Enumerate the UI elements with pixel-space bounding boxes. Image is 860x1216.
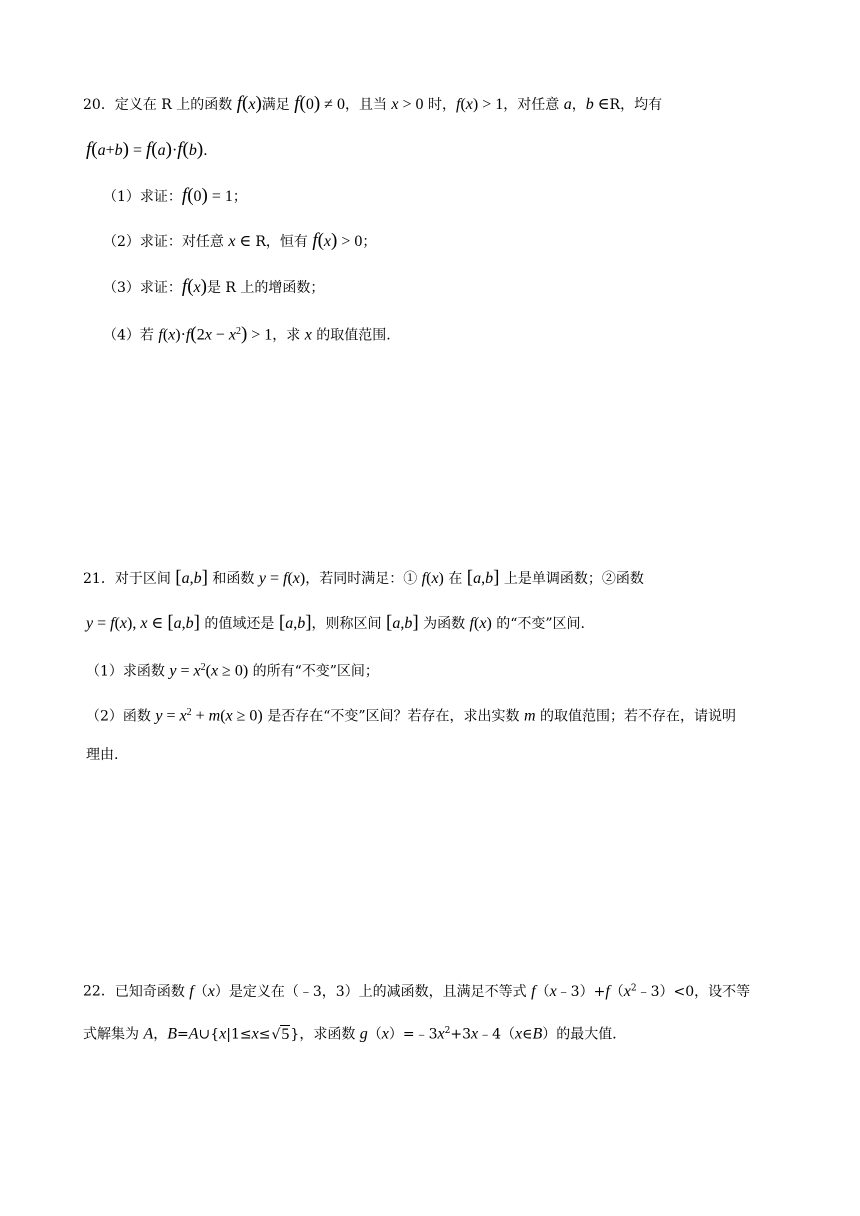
q22-stem-text: 已知奇函数 f（x）是定义在（﹣3，3）上的减函数，且满足不等式 $f(x﹣3)+f(x^2﹣3)<0$，设不等 [114,982,751,1000]
q20-part-2: （2）求证：对任意 x ∈ R，恒有 f(x) > 0； [103,230,377,251]
q21-stem-text: 对于区间 [a,b] 和函数 y = f(x)，若同时满足：① f(x) 在 [a,b] 上是单调函数；②函数 [114,567,644,588]
q20-part-4: （4）若 $f(x)\cdot f(2x - x^2) > 1$，求 x 的取值范围. [103,323,391,345]
q22-line-2: 式解集为 A，B=A∪{x|1≤x≤√5}，求函数 $g(x)=﹣3x^2+3x﹣4(x\in B)$的最大值． [83,1025,627,1043]
q21-part-2: （2）函数 $y = x^2 + m(x \ge 0)$ 是否存在“不变”区间？若存在，求出实数 m 的取值范围；若不存在，请说明 [86,707,736,725]
q22-line-1 [83,978,750,1002]
q21-line-1 [83,568,644,589]
q20-part-1: （1）求证：f(0) = 1； [103,185,247,206]
q20-part-3: （3）求证：f(x)是 R 上的增函数； [103,276,325,297]
q20-stem-text: 定义在 R 上的函数 f(x)满足 f(0) ≠ 0，且当 x > 0 时，f(x) > 1，对任意 a，b ∈R，均有 [114,93,663,114]
sqrt-five: √5 [271,1025,290,1043]
q21-part-2-cont: 理由. [86,747,119,763]
q20-number: 20． [83,97,115,113]
q22-number: 22． [83,983,115,1000]
q20-line-1 [83,94,662,115]
q21-part-1: （1）求函数 $y = x^2(x \ge 0)$ 的所有“不变”区间； [86,662,379,680]
q21-line-2: y = f(x), x ∈ [a,b] 的值域还是 [a,b]，则称区间 [a,b] 为函数 f(x) 的“不变”区间. [86,612,585,633]
q21-number: 21． [83,571,115,587]
q20-line-2: f(a+b) = f(a)·f(b)． [86,139,218,160]
